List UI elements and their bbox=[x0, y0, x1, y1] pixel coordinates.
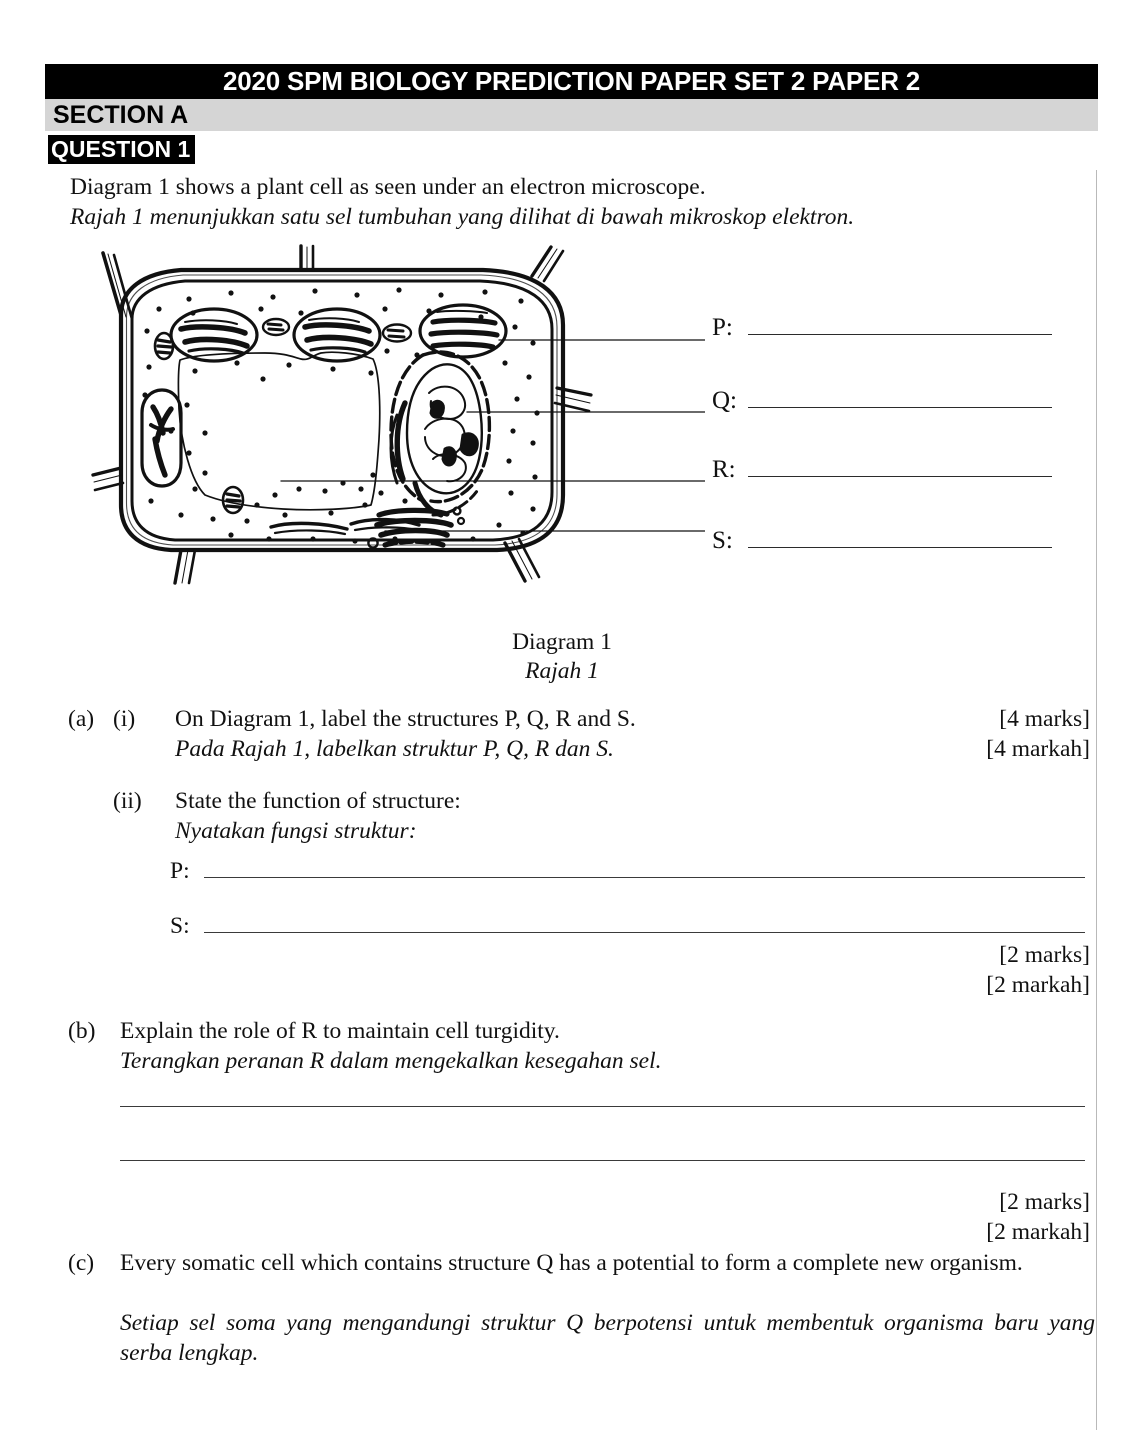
part-a-ii-marker: (ii) bbox=[113, 788, 142, 814]
page-title-bar bbox=[45, 64, 1098, 99]
part-b-marker: (b) bbox=[68, 1018, 96, 1044]
answer-letter-p: P: bbox=[170, 858, 190, 884]
part-c-marker: (c) bbox=[68, 1250, 95, 1276]
answer-letter-s: S: bbox=[170, 913, 190, 939]
part-b-text-english: Explain the role of R to maintain cell turgidity. bbox=[120, 1018, 560, 1044]
part-a-i-text-english: On Diagram 1, label the structures P, Q, R and S. bbox=[175, 706, 636, 732]
diagram-label-q bbox=[712, 387, 1052, 415]
label-answer-blank-p[interactable] bbox=[748, 317, 1052, 335]
diagram-label-s bbox=[712, 527, 1052, 555]
section-bar bbox=[45, 99, 1098, 131]
part-a-ii-marks-english bbox=[999, 940, 1090, 970]
question-tag bbox=[48, 135, 195, 164]
label-letter-s: S: bbox=[712, 527, 733, 554]
diagram-caption bbox=[0, 628, 1124, 686]
diagram-caption-malay: Rajah 1 bbox=[525, 658, 599, 684]
answer-rule-p[interactable] bbox=[204, 862, 1085, 878]
marks-value-a-ii-ms: [2 markah] bbox=[986, 972, 1090, 998]
label-letter-p: P: bbox=[712, 314, 733, 341]
stem-malay: Rajah 1 menunjukkan satu sel tumbuhan yang dilihat di bawah mikroskop elektron. bbox=[70, 204, 855, 230]
question-tag-label: QUESTION 1 bbox=[51, 136, 191, 162]
stem-english: Diagram 1 shows a plant cell as seen under an electron microscope. bbox=[70, 174, 706, 200]
marks-value-a-i-en: [4 marks] bbox=[999, 706, 1090, 732]
label-letter-q: Q: bbox=[712, 387, 737, 414]
question-stem bbox=[70, 172, 1030, 232]
part-a-i-marks-malay bbox=[986, 734, 1090, 764]
page-edge-artifact bbox=[1096, 170, 1097, 1430]
part-a-i-marks-english bbox=[999, 704, 1090, 734]
part-b-answer-rule-2[interactable] bbox=[120, 1160, 1085, 1161]
part-b-marks-english bbox=[999, 1187, 1090, 1217]
answer-line-p bbox=[170, 858, 1085, 885]
plant-cell-diagram bbox=[85, 243, 705, 593]
label-answer-blank-q[interactable] bbox=[748, 390, 1052, 408]
part-a-ii-text-malay: Nyatakan fungsi struktur: bbox=[175, 818, 417, 844]
part-b-answer-rule-1[interactable] bbox=[120, 1106, 1085, 1107]
diagram-caption-english: Diagram 1 bbox=[512, 629, 612, 655]
part-b-marks-malay bbox=[986, 1217, 1090, 1247]
part-b-text-malay: Terangkan peranan R dalam mengekalkan kesegahan sel. bbox=[120, 1048, 662, 1074]
marks-value-b-en: [2 marks] bbox=[999, 1189, 1090, 1215]
diagram-label-r bbox=[712, 456, 1052, 484]
part-a-ii-marks-malay bbox=[986, 970, 1090, 1000]
diagram-label-p bbox=[712, 314, 1052, 342]
answer-line-s bbox=[170, 913, 1085, 940]
marks-value-a-ii-en: [2 marks] bbox=[999, 942, 1090, 968]
part-c-text-malay: Setiap sel soma yang mengandungi struktur Q berpotensi untuk membentuk organisma baru yang serba lengkap. bbox=[120, 1310, 1095, 1366]
part-a-marker: (a) bbox=[68, 706, 95, 732]
answer-rule-s[interactable] bbox=[204, 917, 1085, 933]
part-c-text-english: Every somatic cell which contains structure Q has a potential to form a complete new organism. bbox=[120, 1250, 1023, 1276]
label-answer-blank-r[interactable] bbox=[748, 459, 1052, 477]
part-a-i-text-malay: Pada Rajah 1, labelkan struktur P, Q, R dan S. bbox=[175, 736, 614, 762]
part-a-ii-text-english: State the function of structure: bbox=[175, 788, 461, 814]
label-answer-blank-s[interactable] bbox=[748, 530, 1052, 548]
marks-value-a-i-ms: [4 markah] bbox=[986, 736, 1090, 762]
page-title: 2020 SPM BIOLOGY PREDICTION PAPER SET 2 PAPER 2 bbox=[222, 66, 921, 96]
marks-value-b-ms: [2 markah] bbox=[986, 1219, 1090, 1245]
label-letter-r: R: bbox=[712, 456, 736, 483]
part-a-i-marker: (i) bbox=[113, 706, 136, 732]
section-label: SECTION A bbox=[53, 100, 189, 129]
